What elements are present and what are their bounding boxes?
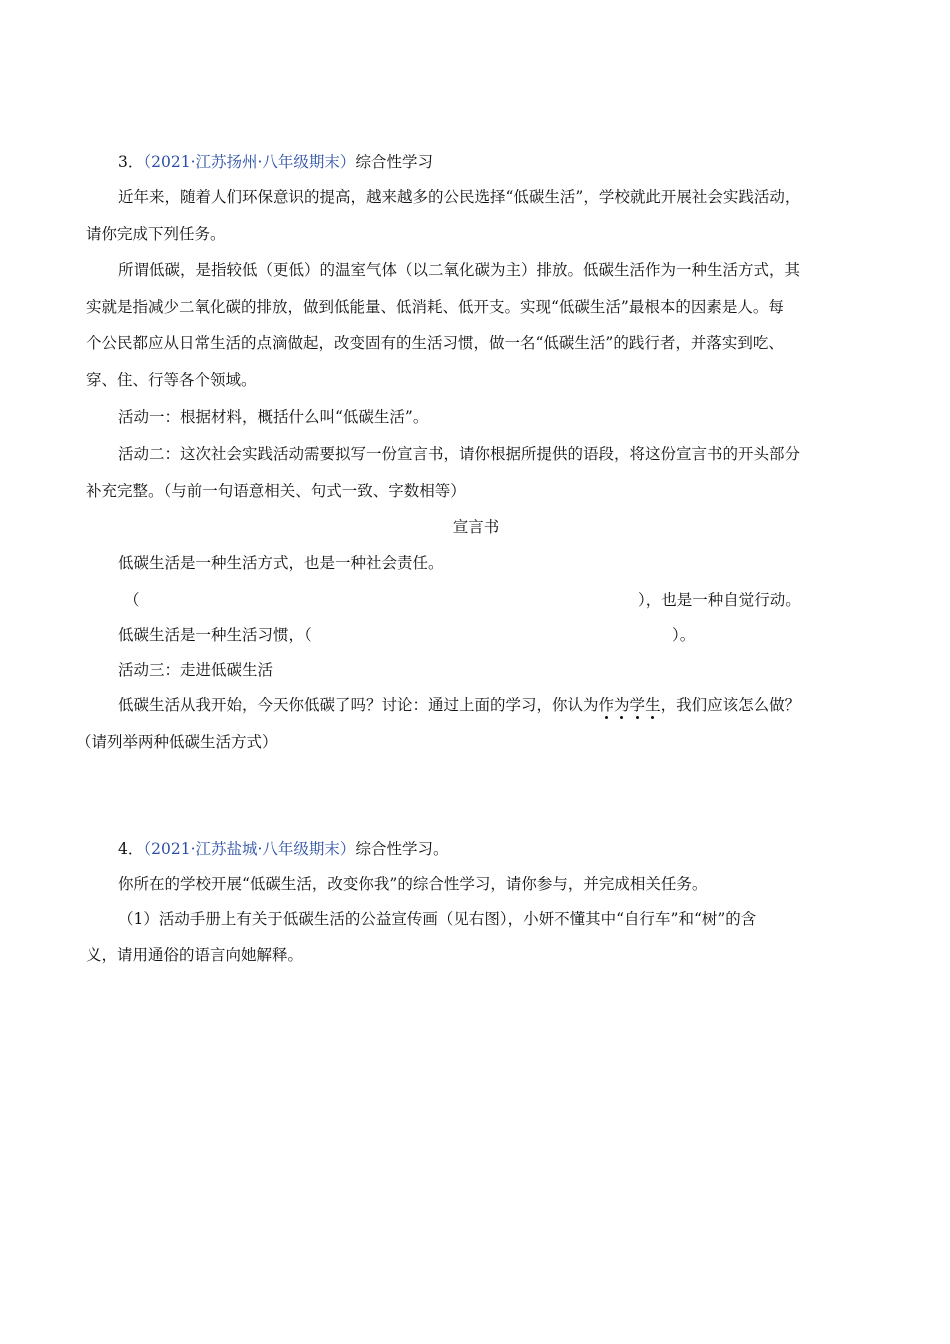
q3-intro-line-2: 请你完成下列任务。: [86, 225, 226, 243]
q3-material-line-2: 实就是指减少二氧化碳的排放，做到低能量、低消耗、低开支。实现“低碳生活”最根本的因素是人。每: [86, 298, 784, 316]
q3-number: 3．: [118, 153, 144, 171]
declaration-line-3-start: 低碳生活是一种生活习惯，（: [118, 626, 312, 644]
blank-1-close: ），也是一种自觉行动。: [638, 591, 801, 609]
emphasis-char-3: 学: [629, 696, 646, 714]
emphasis-char-1: 作: [598, 696, 615, 714]
q3-discussion-line-2: （请列举两种低碳生活方式）: [76, 733, 278, 751]
q4-number: 4．: [118, 840, 144, 858]
blank-1-open: （: [124, 591, 140, 609]
q3-type: 综合性学习: [355, 153, 433, 171]
q4-type: 综合性学习。: [355, 840, 449, 858]
emphasis-char-4: 生: [645, 696, 661, 714]
q3-source: （2021·江苏扬州·八年级期末）: [143, 153, 356, 171]
q4-source: （2021·江苏盐城·八年级期末）: [143, 840, 356, 858]
q3-material-line-4: 穿、住、行等各个领域。: [86, 371, 257, 389]
q3-intro-line-1: 近年来，随着人们环保意识的提高，越来越多的公民选择“低碳生活”，学校就此开展社会实践活动，: [118, 188, 801, 206]
declaration-title: 宣言书: [452, 518, 500, 536]
q4-heading: [86, 838, 866, 860]
q3-heading: [86, 151, 866, 173]
discussion-text-end: ，我们应该怎么做？: [660, 696, 801, 714]
q3-activity-1: 活动一：根据材料，概括什么叫“低碳生活”。: [118, 408, 429, 426]
q4-intro: 你所在的学校开展“低碳生活，改变你我”的综合性学习，请你参与，并完成相关任务。: [118, 875, 708, 893]
q3-activity-2-line-2: 补充完整。（与前一句语意相关、句式一致、字数相等）: [86, 482, 466, 500]
q4-task-1-line-1: （1）活动手册上有关于低碳生活的公益宣传画（见右图），小妍不懂其中“自行车”和“树”的含: [118, 910, 757, 928]
q3-discussion-line-1: [86, 694, 866, 716]
q3-material-line-1: 所谓低碳，是指较低（更低）的温室气体（以二氧化碳为主）排放。低碳生活作为一种生活方式，其: [118, 261, 801, 279]
emphasis-char-2: 为: [614, 696, 630, 714]
declaration-line-1: 低碳生活是一种生活方式，也是一种社会责任。: [118, 554, 444, 572]
q3-activity-3: 活动三：走进低碳生活: [118, 661, 274, 679]
blank-2-close: ）。: [672, 626, 696, 644]
discussion-text-start: 低碳生活从我开始，今天你低碳了吗？讨论：通过上面的学习，你认为: [118, 696, 599, 714]
q3-activity-2-line-1: 活动二：这次社会实践活动需要拟写一份宣言书，请你根据所提供的语段，将这份宣言书的开头部分: [118, 445, 801, 463]
q3-material-line-3: 个公民都应从日常生活的点滴做起，改变固有的生活习惯，做一名“低碳生活”的践行者，并落实到吃、: [86, 334, 784, 352]
q4-task-1-line-2: 义，请用通俗的语言向她解释。: [86, 946, 304, 964]
